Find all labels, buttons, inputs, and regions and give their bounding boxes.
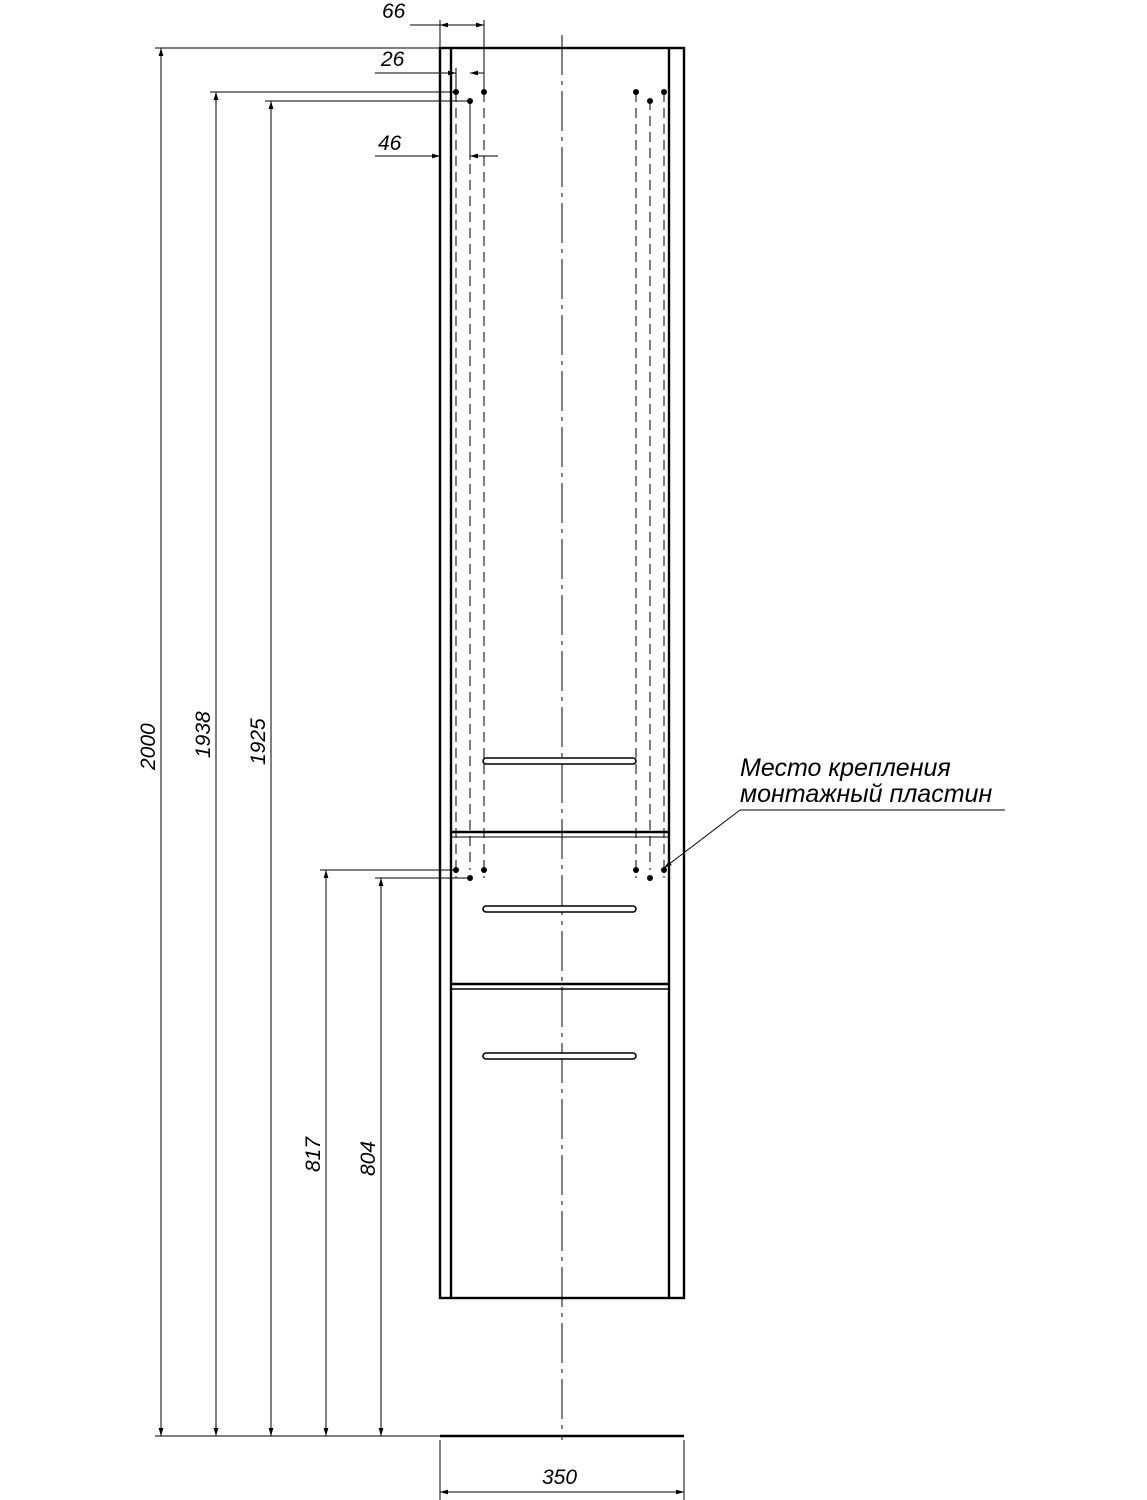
mount-point bbox=[661, 89, 667, 95]
dim-2000-label: 2000 bbox=[137, 723, 160, 770]
dim-66-label: 66 bbox=[382, 0, 406, 23]
dim-1938-label: 1938 bbox=[192, 711, 215, 758]
dim-350-label: 350 bbox=[542, 1466, 578, 1489]
dim-1925-label: 1925 bbox=[247, 718, 270, 765]
mount-point bbox=[481, 867, 487, 873]
dim-2000 bbox=[137, 48, 161, 1436]
drawer-handle bbox=[483, 906, 636, 912]
upper-door-handle bbox=[483, 758, 636, 764]
dim-46-label: 46 bbox=[378, 132, 402, 155]
handles bbox=[483, 758, 636, 1059]
annotation-line-2: монтажный пластин bbox=[740, 780, 993, 808]
annotation-line-1: Место крепления bbox=[740, 754, 951, 782]
mount-point bbox=[633, 867, 639, 873]
dim-26 bbox=[375, 48, 484, 92]
dim-804-label: 804 bbox=[357, 1140, 380, 1176]
dim-46 bbox=[375, 101, 498, 160]
dim-26-label: 26 bbox=[381, 48, 405, 71]
dim-1938 bbox=[192, 92, 216, 1436]
dim-66 bbox=[382, 0, 484, 92]
mounting-plate-annotation bbox=[664, 754, 1005, 868]
dim-817 bbox=[302, 870, 326, 1436]
mount-point bbox=[633, 89, 639, 95]
mount-point bbox=[647, 98, 653, 104]
dim-804 bbox=[357, 878, 381, 1436]
lower-door-handle bbox=[483, 1053, 636, 1059]
dim-350 bbox=[440, 1440, 684, 1500]
mount-point bbox=[647, 875, 653, 881]
dim-1925 bbox=[247, 101, 271, 1436]
dim-817-label: 817 bbox=[302, 1136, 325, 1172]
